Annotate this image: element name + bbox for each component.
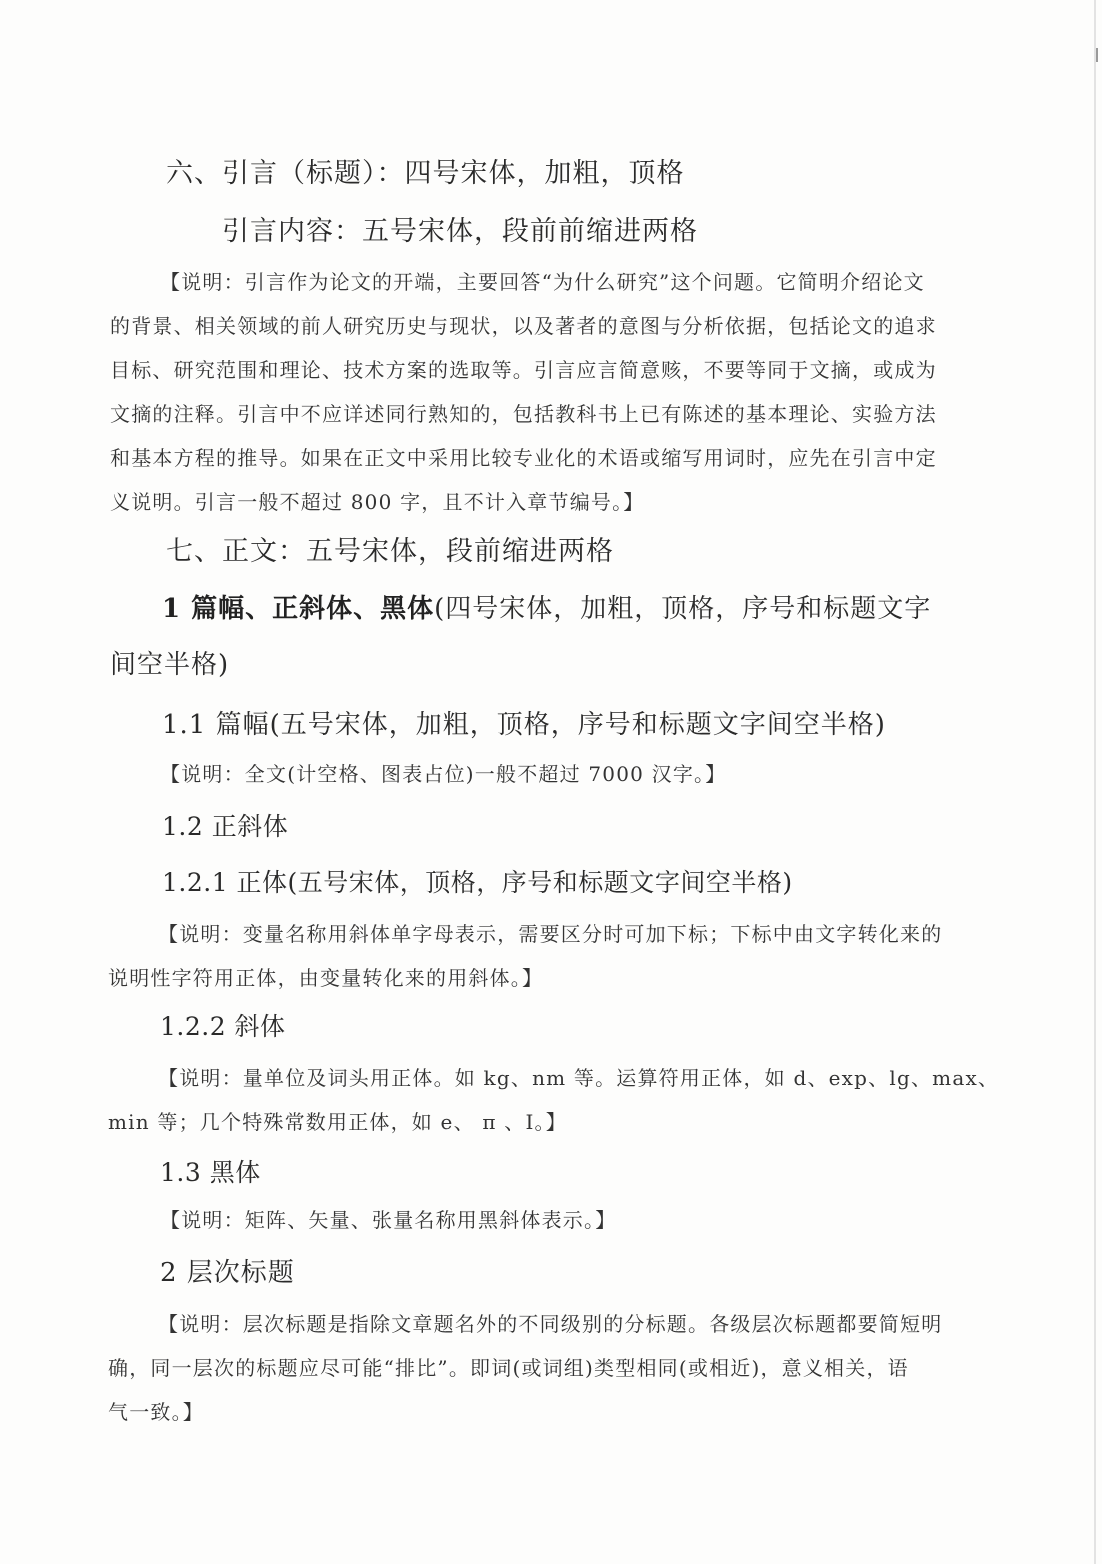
section-1-2-2-note-line: 【说明：量单位及词头用正体。如 kg、nm 等。运算符用正体，如 d、exp、lg、max、 bbox=[158, 1066, 1000, 1090]
section-1-2-2-note-line: min 等；几个特殊常数用正体，如 e、 π 、I。】 bbox=[108, 1110, 567, 1134]
section-1-2-1-heading: 1.2.1 正体(五号宋体，顶格，序号和标题文字间空半格) bbox=[162, 868, 793, 897]
intro-note-line: 【说明：引言作为论文的开端，主要回答“为什么研究”这个问题。它简明介绍论文 bbox=[160, 270, 925, 294]
intro-note-line: 和基本方程的推导。如果在正文中采用比较专业化的术语或缩写用词时，应先在引言中定 bbox=[110, 446, 937, 470]
intro-heading: 六、引言（标题）：四号宋体，加粗，顶格 bbox=[166, 158, 685, 189]
intro-note-line: 文摘的注释。引言中不应详述同行熟知的，包括教科书上已有陈述的基本理论、实验方法 bbox=[110, 402, 937, 426]
section-1-1-heading: 1.1 篇幅(五号宋体，加粗，顶格，序号和标题文字间空半格) bbox=[162, 710, 886, 740]
section-2-note-line: 【说明：层次标题是指除文章题名外的不同级别的分标题。各级层次标题都要简短明 bbox=[158, 1312, 943, 1336]
intro-note-line: 目标、研究范围和理论、技术方案的选取等。引言应言简意赅，不要等同于文摘，或成为 bbox=[110, 358, 937, 382]
section-2-heading: 2 层次标题 bbox=[160, 1258, 295, 1288]
body-heading: 七、正文：五号宋体，段前缩进两格 bbox=[166, 536, 614, 567]
section-1-1-note: 【说明：全文(计空格、图表占位)一般不超过 7000 汉字。】 bbox=[160, 762, 727, 786]
section-1-2-1-note-line: 说明性字符用正体，由变量转化来的用斜体。】 bbox=[108, 966, 544, 990]
section-2-note-line: 气一致。】 bbox=[108, 1400, 204, 1424]
section-1-2-heading: 1.2 正斜体 bbox=[162, 812, 289, 841]
section-1-2-1-note-line: 【说明：变量名称用斜体单字母表示，需要区分时可加下标；下标中由文字转化来的 bbox=[158, 922, 943, 946]
intro-content-heading: 引言内容：五号宋体，段前前缩进两格 bbox=[222, 216, 698, 247]
section-1-3-heading: 1.3 黑体 bbox=[160, 1158, 261, 1187]
intro-note-line: 义说明。引言一般不超过 800 字，且不计入章节编号。】 bbox=[110, 490, 645, 514]
section-1-heading bbox=[162, 596, 931, 622]
page-edge-mark bbox=[1096, 48, 1098, 62]
section-1-3-note: 【说明：矩阵、矢量、张量名称用黑斜体表示。】 bbox=[160, 1208, 617, 1232]
section-2-note-line: 确，同一层次的标题应尽可能“排比”。即词(或词组)类型相同(或相近)，意义相关，语 bbox=[108, 1356, 909, 1380]
section-1-heading-bold: 1 篇幅、正斜体、黑体 bbox=[162, 594, 435, 624]
section-1-heading-rest: (四号宋体，加粗，顶格，序号和标题文字 bbox=[434, 594, 932, 624]
section-1-2-2-heading: 1.2.2 斜体 bbox=[160, 1012, 286, 1041]
section-1-heading-cont: 间空半格) bbox=[110, 650, 230, 680]
intro-note-line: 的背景、相关领域的前人研究历史与现状，以及著者的意图与分析依据，包括论文的追求 bbox=[110, 314, 937, 338]
page-edge-line bbox=[1094, 0, 1096, 1564]
